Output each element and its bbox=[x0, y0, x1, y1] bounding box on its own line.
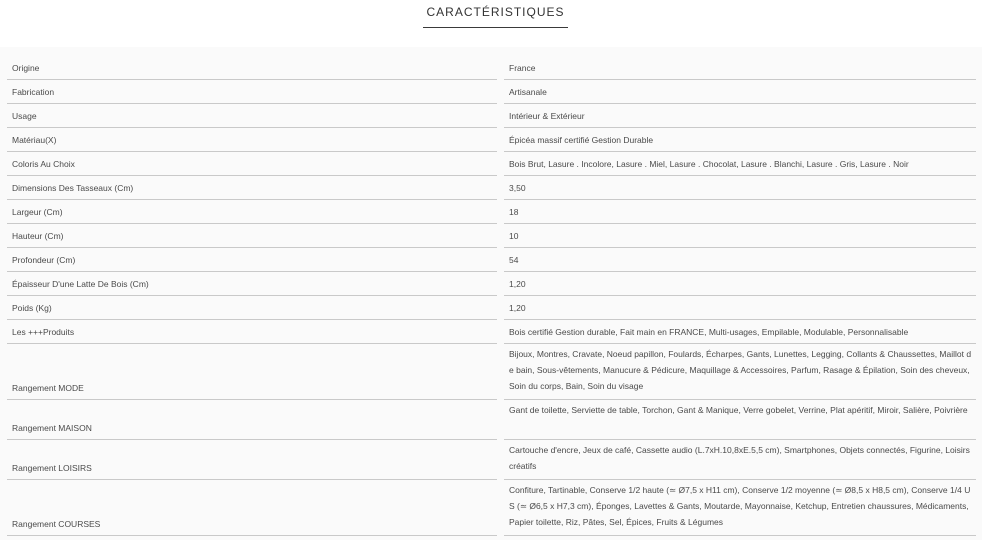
row-value-text: 18 bbox=[509, 206, 519, 217]
row-value bbox=[504, 152, 976, 176]
tab-characteristics[interactable] bbox=[423, 0, 568, 28]
row-label-text: Poids (Kg) bbox=[12, 302, 52, 313]
row-label-text: Épaisseur D'une Latte De Bois (Cm) bbox=[12, 278, 149, 289]
table-row bbox=[0, 224, 982, 248]
table-row bbox=[0, 440, 982, 480]
row-value-text: Confiture, Tartinable, Conserve 1/2 haute (≃ Ø7,5 x H11 cm), Conserve 1/2 moyenne (≃ Ø8,5 x H8,5 cm), Conserve 1/4 US (≃ Ø6,5 x H7,3 cm), Éponges, Lavettes & Gants, Moutarde, Mayonnaise, Ketchup, Entretien chaussures, Médicaments, Papier toilette, Riz, Pâtes, Sel, Épices, Fruits & Légumes bbox=[509, 485, 971, 527]
table-row bbox=[0, 296, 982, 320]
row-label-text: Largeur (Cm) bbox=[12, 206, 63, 217]
table-row bbox=[0, 56, 982, 80]
row-label-text: Fabrication bbox=[12, 86, 55, 97]
row-value-text: Intérieur & Extérieur bbox=[509, 110, 585, 121]
table-row bbox=[0, 80, 982, 104]
row-label-text: Rangement MODE bbox=[12, 383, 84, 393]
row-value bbox=[504, 176, 976, 200]
row-label bbox=[7, 152, 497, 176]
row-value bbox=[504, 224, 976, 248]
row-value bbox=[504, 104, 976, 128]
row-label-text: Rangement LOISIRS bbox=[12, 463, 92, 473]
row-value bbox=[504, 248, 976, 272]
row-value bbox=[504, 80, 976, 104]
characteristics-table bbox=[0, 47, 982, 540]
row-label bbox=[7, 128, 497, 152]
row-value-text: 1,20 bbox=[509, 302, 526, 313]
row-value-text: France bbox=[509, 62, 536, 73]
row-label-text: Hauteur (Cm) bbox=[12, 230, 64, 241]
table-row bbox=[0, 272, 982, 296]
row-label bbox=[7, 296, 497, 320]
row-label bbox=[7, 104, 497, 128]
table-row bbox=[0, 400, 982, 440]
table-row bbox=[0, 128, 982, 152]
row-label bbox=[7, 400, 497, 440]
row-value bbox=[504, 480, 976, 536]
row-label bbox=[7, 440, 497, 480]
row-value-text: 1,20 bbox=[509, 278, 526, 289]
row-label bbox=[7, 200, 497, 224]
row-label-text: Profondeur (Cm) bbox=[12, 254, 76, 265]
table-row bbox=[0, 480, 982, 536]
row-value-text: Bois certifié Gestion durable, Fait main en FRANCE, Multi-usages, Empilable, Modulable, Personnalisable bbox=[509, 326, 909, 337]
tab-characteristics-label: CARACTÉRISTIQUES bbox=[426, 5, 565, 19]
row-value bbox=[504, 272, 976, 296]
row-value bbox=[504, 320, 976, 344]
row-value-text: 54 bbox=[509, 254, 519, 265]
table-row bbox=[0, 344, 982, 400]
row-label bbox=[7, 176, 497, 200]
row-label bbox=[7, 320, 497, 344]
row-value bbox=[504, 440, 976, 480]
row-value bbox=[504, 56, 976, 80]
row-label-text: Rangement MAISON bbox=[12, 423, 92, 433]
row-label bbox=[7, 56, 497, 80]
table-row bbox=[0, 248, 982, 272]
row-label bbox=[7, 80, 497, 104]
row-label-text: Origine bbox=[12, 62, 40, 73]
row-value-text: Épicéa massif certifié Gestion Durable bbox=[509, 134, 654, 145]
table-row bbox=[0, 320, 982, 344]
tab-header bbox=[0, 0, 982, 47]
row-value-text: 10 bbox=[509, 230, 519, 241]
row-label bbox=[7, 224, 497, 248]
row-label-text: Les +++Produits bbox=[12, 326, 75, 337]
row-label bbox=[7, 480, 497, 536]
row-value bbox=[504, 296, 976, 320]
row-value bbox=[504, 128, 976, 152]
row-label-text: Usage bbox=[12, 110, 37, 121]
table-row bbox=[0, 104, 982, 128]
row-label-text: Matériau(X) bbox=[12, 134, 57, 145]
row-value-text: Cartouche d'encre, Jeux de café, Cassette audio (L.7xH.10,8xE.5,5 cm), Smartphones, Objets connectés, Figurine, Loisirs créatifs bbox=[509, 445, 970, 471]
row-value-text: Bijoux, Montres, Cravate, Noeud papillon, Foulards, Écharpes, Gants, Lunettes, Legging, Collants & Chaussettes, Maillot de bain, Sous-vêtements, Manucure & Pédicure, Maquillage & Accessoires, Parfum, Rasage & Épilation, Soin des cheveux, Soin du corps, Bain, Soin du visage bbox=[509, 349, 972, 391]
table-row bbox=[0, 200, 982, 224]
row-value bbox=[504, 200, 976, 224]
row-value-text: Bois Brut, Lasure . Incolore, Lasure . Miel, Lasure . Chocolat, Lasure . Blanchi, Lasure . Gris, Lasure . Noir bbox=[509, 158, 909, 169]
row-label bbox=[7, 272, 497, 296]
row-label-text: Rangement COURSES bbox=[12, 519, 101, 529]
table-row bbox=[0, 176, 982, 200]
table-row bbox=[0, 152, 982, 176]
row-label bbox=[7, 248, 497, 272]
row-label bbox=[7, 344, 497, 400]
row-label-text: Dimensions Des Tasseaux (Cm) bbox=[12, 182, 134, 193]
row-value bbox=[504, 344, 976, 400]
row-value-text: Gant de toilette, Serviette de table, Torchon, Gant & Manique, Verre gobelet, Verrine, Plat apéritif, Miroir, Salière, Poivrière bbox=[509, 405, 968, 415]
row-value-text: Artisanale bbox=[509, 86, 547, 97]
row-value-text: 3,50 bbox=[509, 182, 526, 193]
row-label-text: Coloris Au Choix bbox=[12, 158, 75, 169]
row-value bbox=[504, 400, 976, 440]
